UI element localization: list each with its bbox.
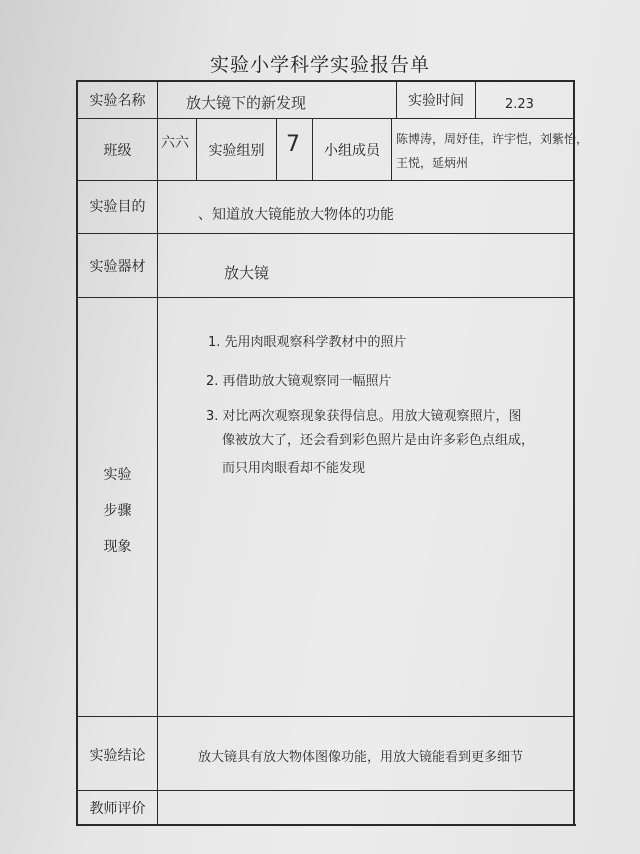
purpose-label: 实验目的 [89, 199, 146, 215]
step-line-4: 像被放大了，还会看到彩色照片是由许多彩色点组成， [222, 433, 535, 448]
group-label-right-divider [276, 118, 277, 180]
row-line-1 [76, 118, 574, 119]
members-label-right-divider [391, 118, 392, 180]
table-border-top [76, 80, 574, 82]
members-value-line1: 陈博涛，周妤佳，许宇恺，刘紫怡， [396, 132, 589, 146]
report-title: 实验小学科学实验报告单 [209, 54, 430, 76]
equipment-label: 实验器材 [89, 259, 146, 275]
row-line-6 [76, 790, 574, 791]
experiment-time-label: 实验时间 [408, 93, 464, 109]
row-line-2 [76, 180, 574, 181]
experiment-name-value: 放大镜下的新发现 [186, 94, 307, 112]
group-label: 实验组别 [208, 143, 265, 159]
experiment-name-label: 实验名称 [89, 93, 146, 109]
conclusion-value: 放大镜具有放大物体图像功能，用放大镜能看到更多细节 [198, 750, 524, 765]
steps-label-line3: 现象 [103, 539, 132, 555]
time-value-left-divider [475, 80, 476, 118]
row-line-5 [76, 716, 574, 717]
table-border-bottom [76, 824, 576, 826]
label-column-divider [157, 80, 158, 826]
row-line-4 [76, 297, 574, 298]
step-line-1: 1. 先用肉眼观察科学教材中的照片 [208, 335, 407, 350]
step-line-3: 3. 对比两次观察现象获得信息。用放大镜观察照片，图 [206, 409, 522, 424]
steps-label-line1: 实验 [103, 467, 132, 483]
teacher-eval-label: 教师评价 [89, 801, 146, 817]
equipment-value: 放大镜 [224, 264, 270, 282]
experiment-time-value: 2.23 [505, 97, 534, 112]
class-value: 六六 [161, 135, 189, 151]
members-value-line2: 王悦，延炳州 [396, 156, 469, 170]
conclusion-label: 实验结论 [89, 748, 146, 764]
group-value: 7 [286, 132, 300, 157]
table-border-left [76, 80, 78, 826]
table-border-right [573, 80, 575, 826]
members-label: 小组成员 [324, 143, 380, 159]
step-line-2: 2. 再借助放大镜观察同一幅照片 [206, 374, 392, 389]
steps-label-line2: 步骤 [103, 503, 132, 519]
class-label: 班级 [103, 143, 132, 159]
purpose-value: 、知道放大镜能放大物体的功能 [198, 207, 394, 223]
row-line-3 [76, 233, 574, 234]
step-line-5: 而只用肉眼看却不能发现 [222, 461, 366, 476]
